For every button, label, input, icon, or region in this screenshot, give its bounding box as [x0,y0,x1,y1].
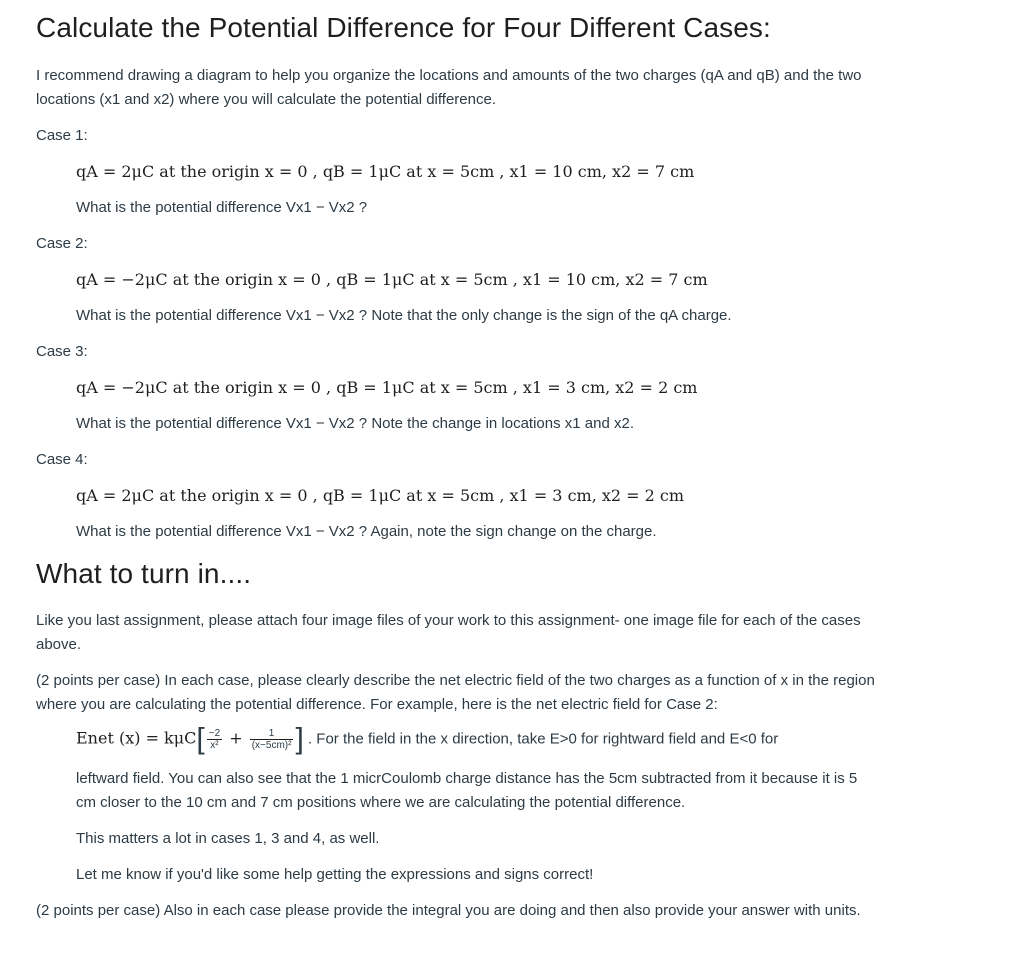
field-formula-line: Enet (x) = kμC[ $\frac{-2}{\text{x²}}$ + $\frac{1}{\text{(x−5cm)²}}$ ] . For the field in the x direction, take E>0 for rightward field and E<0 for [76,722,779,756]
case-1-given: qA = 2μC at the origin x = 0 , qB = 1μC at x = 5cm , x1 = 10 cm, x2 = 7 cm [76,162,695,181]
turn-in-paragraph-3: (2 points per case) Also in each case please provide the integral you are doing and then also provide your answer with units. [36,902,861,919]
case-4-question: What is the potential difference Vx1 − Vx2 ? Again, note the sign change on the charge. [76,523,657,540]
case-3-given: qA = −2μC at the origin x = 0 , qB = 1μC at x = 5cm , x1 = 3 cm, x2 = 2 cm [76,378,698,397]
formula-explanation: leftward field. You can also see that the 1 micrCoulomb charge distance has the 5cm subtracted from it because it is 5 cm closer to the 10 cm and 7 cm positions where we are calculating the potential difference. [76,770,858,811]
case-2-given: qA = −2μC at the origin x = 0 , qB = 1μC at x = 5cm , x1 = 10 cm, x2 = 7 cm [76,270,708,289]
case-3-label: Case 3: [36,343,88,360]
case-3-question: What is the potential difference Vx1 − Vx2 ? Note the change in locations x1 and x2. [76,415,634,432]
case-1-label: Case 1: [36,127,88,144]
case-1-question: What is the potential difference Vx1 − Vx2 ? [76,199,368,216]
note-cases: This matters a lot in cases 1, 3 and 4, as well. [76,830,380,847]
turn-in-heading: What to turn in.... [36,558,252,589]
formula-lhs: Enet (x) = kμC [76,728,197,748]
formula-fraction-2: $\frac{1}{\text{(x−5cm)²}}$ [251,728,292,751]
case-4-given: qA = 2μC at the origin x = 0 , qB = 1μC at x = 5cm , x1 = 3 cm, x2 = 2 cm [76,486,685,505]
note-help: Let me know if you'd like some help getting the expressions and signs correct! [76,866,594,883]
formula-tail: . For the field in the x direction, take E>0 for rightward field and E<0 for [307,730,779,748]
page-title: Calculate the Potential Difference for Four Different Cases: [36,12,771,43]
intro-paragraph: I recommend drawing a diagram to help you organize the locations and amounts of the two charges (qA and qB) and the two locations (x1 and x2) where you will calculate the potential difference. [36,67,862,108]
turn-in-paragraph-2: (2 points per case) In each case, please clearly describe the net electric field of the two charges as a function of x in the region where you are calculating the potential difference. For example, here is the net electric field for Case 2: [36,672,875,713]
formula-fraction-1: $\frac{-2}{\text{x²}}$ [208,728,221,751]
bracket-close: ] [295,722,304,756]
bracket-open: [ [196,722,205,756]
case-2-question: What is the potential difference Vx1 − Vx2 ? Note that the only change is the sign of the qA charge. [76,307,732,324]
case-2-label: Case 2: [36,235,88,252]
turn-in-paragraph-1: Like you last assignment, please attach four image files of your work to this assignment- one image file for each of the cases above. [36,612,861,653]
case-4-label: Case 4: [36,451,88,468]
